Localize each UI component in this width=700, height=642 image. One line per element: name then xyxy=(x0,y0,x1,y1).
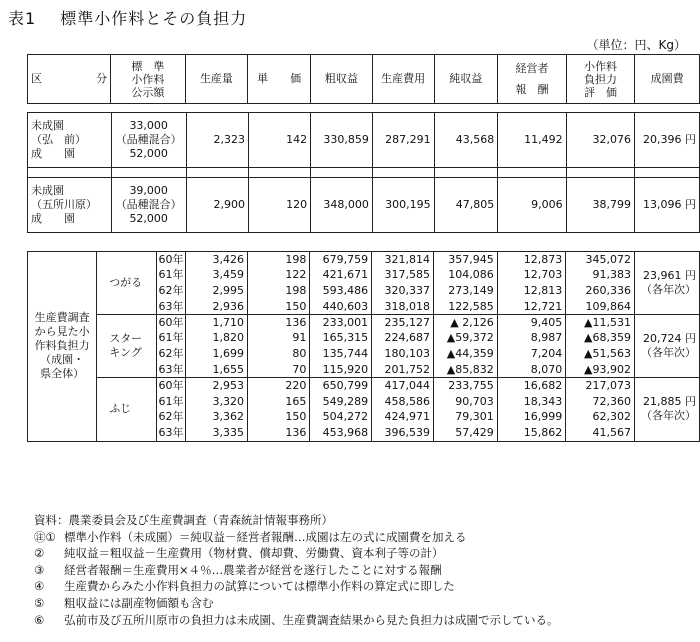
note-mark: ㊟① xyxy=(34,529,56,544)
table-row xyxy=(28,315,700,331)
cost-cell: 235,127 xyxy=(372,315,434,331)
price-cell: 80 xyxy=(248,346,310,362)
net-cell: 90,703 xyxy=(433,394,497,410)
net-cell: ▲59,372 xyxy=(433,330,497,346)
price-cell: 150 xyxy=(248,299,310,315)
gross-cell: 549,289 xyxy=(310,394,372,410)
capacity-cell: ▲68,359 xyxy=(566,330,635,346)
note-mark: ② xyxy=(34,546,45,561)
net-cell: 47,805 xyxy=(434,178,498,233)
year-cell: 61年 xyxy=(156,267,185,283)
note-text: 経営者報酬＝生産費用×４％…農業者が経営を遂行したことに対する報酬 xyxy=(64,562,442,577)
cost-cell: 318,018 xyxy=(372,299,434,315)
mgmt-cell: 8,070 xyxy=(497,362,566,378)
note-text: 純収益＝粗収益－生産費用（物材費、償却費、労働費、資本利子等の計） xyxy=(64,546,444,561)
capacity-cell: 260,336 xyxy=(566,283,635,299)
mgmt-cell: 15,862 xyxy=(497,425,566,441)
year-cell: 63年 xyxy=(156,299,185,315)
table-title xyxy=(8,6,247,29)
orchard-cell: 20,396 円 xyxy=(635,113,700,168)
price-cell: 70 xyxy=(248,362,310,378)
mgmt-cell: 11,492 xyxy=(498,113,566,168)
year-cell: 63年 xyxy=(156,425,185,441)
note-mark: ⑤ xyxy=(34,595,45,610)
gross-cell: 115,920 xyxy=(310,362,372,378)
cost-cell: 396,539 xyxy=(372,425,434,441)
production-cell: 1,820 xyxy=(185,330,248,346)
mgmt-cell: 12,721 xyxy=(497,299,566,315)
year-cell: 61年 xyxy=(156,330,185,346)
table-row xyxy=(28,378,700,394)
net-cell: 233,755 xyxy=(433,378,497,394)
capacity-cell: 41,567 xyxy=(566,425,635,441)
capacity-cell: ▲51,563 xyxy=(566,346,635,362)
price-cell: 165 xyxy=(248,394,310,410)
header-kubun: 区 分 xyxy=(28,55,111,104)
year-cell: 61年 xyxy=(156,394,185,410)
variety-name: つがる xyxy=(97,252,156,315)
production-cell: 3,335 xyxy=(185,425,248,441)
price-cell: 142 xyxy=(249,113,311,168)
capacity-cell: ▲11,531 xyxy=(566,315,635,331)
note-text: 標準小作料（未成園）＝純収益－経営者報酬…成園は左の式に成園費を加える xyxy=(64,529,467,544)
gross-cell: 348,000 xyxy=(311,178,373,233)
net-cell: 357,945 xyxy=(433,252,497,268)
production-cell: 2,995 xyxy=(185,283,248,299)
gross-cell: 330,859 xyxy=(311,113,373,168)
orchard-cell: 13,096 円 xyxy=(635,178,700,233)
price-cell: 198 xyxy=(248,252,310,268)
mgmt-cell: 7,204 xyxy=(497,346,566,362)
year-cell: 62年 xyxy=(156,409,185,425)
net-cell: 43,568 xyxy=(434,113,498,168)
header-capacity: 小作料 負担力 評 価 xyxy=(566,55,635,104)
capacity-cell: ▲93,902 xyxy=(566,362,635,378)
production-cell: 3,320 xyxy=(185,394,248,410)
price-cell: 91 xyxy=(248,330,310,346)
year-cell: 60年 xyxy=(156,252,185,268)
production-cell: 3,362 xyxy=(185,409,248,425)
cost-cell: 320,337 xyxy=(372,283,434,299)
regional-rent-rows xyxy=(27,112,700,233)
gross-cell: 135,744 xyxy=(310,346,372,362)
header-production: 生産量 xyxy=(185,55,248,104)
capacity-cell: 72,360 xyxy=(566,394,635,410)
note-mark: ⑥ xyxy=(34,612,45,627)
header-standard-rent: 標 準 小作料 公示額 xyxy=(111,55,185,104)
production-cell: 1,655 xyxy=(185,362,248,378)
production-cell: 1,699 xyxy=(185,346,248,362)
gross-cell: 650,799 xyxy=(310,378,372,394)
cost-cell: 287,291 xyxy=(372,113,434,168)
survey-label: 生産費調査 から見た小 作料負担力 （成園・ 県全体） xyxy=(28,252,97,442)
price-cell: 198 xyxy=(248,283,310,299)
production-cell: 1,710 xyxy=(185,315,248,331)
price-cell: 120 xyxy=(249,178,311,233)
year-cell: 60年 xyxy=(156,378,185,394)
variety-name: スターキング xyxy=(97,315,156,378)
table-row xyxy=(28,113,700,168)
mgmt-cell: 16,999 xyxy=(497,409,566,425)
kubun-cell: 未成園 （弘 前） 成 園 xyxy=(28,113,112,168)
mgmt-cell: 12,703 xyxy=(497,267,566,283)
gross-cell: 504,272 xyxy=(310,409,372,425)
cost-cell: 321,814 xyxy=(372,252,434,268)
production-cell: 2,936 xyxy=(185,299,248,315)
net-cell: ▲44,359 xyxy=(433,346,497,362)
orchard-cell: 20,724 円 （各年次） xyxy=(634,315,699,378)
year-cell: 63年 xyxy=(156,362,185,378)
table-row xyxy=(28,252,700,268)
note-item xyxy=(34,545,559,562)
net-cell: 104,086 xyxy=(433,267,497,283)
regional-rent-table xyxy=(27,54,700,104)
price-cell: 136 xyxy=(248,315,310,331)
gross-cell: 593,486 xyxy=(310,283,372,299)
net-cell: 57,429 xyxy=(433,425,497,441)
header-net: 純収益 xyxy=(434,55,498,104)
gross-cell: 440,603 xyxy=(310,299,372,315)
cost-cell: 300,195 xyxy=(372,178,434,233)
cost-cell: 317,585 xyxy=(372,267,434,283)
cost-cell: 417,044 xyxy=(372,378,434,394)
note-item xyxy=(34,595,559,612)
mgmt-cell: 18,343 xyxy=(497,394,566,410)
price-cell: 122 xyxy=(248,267,310,283)
capacity-cell: 38,799 xyxy=(566,178,634,233)
year-cell: 62年 xyxy=(156,283,185,299)
capacity-cell: 217,073 xyxy=(566,378,635,394)
rent-cell: 33,000 （品種混合） 52,000 xyxy=(111,113,186,168)
cost-cell: 224,687 xyxy=(372,330,434,346)
note-item xyxy=(34,529,559,546)
price-cell: 150 xyxy=(248,409,310,425)
price-cell: 136 xyxy=(248,425,310,441)
survey-table xyxy=(27,251,700,442)
note-item xyxy=(34,562,559,579)
header-gross: 粗収益 xyxy=(311,55,373,104)
source-note: 資料：農業委員会及び生産費調査（青森統計情報事務所） xyxy=(34,513,333,527)
header-row xyxy=(28,55,700,104)
mgmt-cell: 16,682 xyxy=(497,378,566,394)
capacity-cell: 32,076 xyxy=(566,113,634,168)
price-cell: 220 xyxy=(248,378,310,394)
table-number: 表1 xyxy=(8,9,37,28)
net-cell: 122,585 xyxy=(433,299,497,315)
table-title-text: 標準小作料とその負担力 xyxy=(60,9,248,28)
header-mgmt: 経営者 報 酬 xyxy=(498,55,567,104)
capacity-cell: 62,302 xyxy=(566,409,635,425)
note-text: 粗収益には副産物価額も含む xyxy=(64,595,214,610)
note-mark: ③ xyxy=(34,562,45,577)
unit-note: （単位：円、Kg） xyxy=(586,38,686,52)
net-cell: 273,149 xyxy=(433,283,497,299)
gross-cell: 421,671 xyxy=(310,267,372,283)
mgmt-cell: 9,006 xyxy=(498,178,566,233)
gross-cell: 679,759 xyxy=(310,252,372,268)
production-cell: 3,426 xyxy=(185,252,248,268)
mgmt-cell: 12,813 xyxy=(497,283,566,299)
note-item xyxy=(34,612,559,629)
table-row xyxy=(28,178,700,233)
gross-cell: 453,968 xyxy=(310,425,372,441)
note-text: 生産費からみた小作料負担力の試算については標準小作料の算定式に即した xyxy=(64,579,455,594)
header-cost: 生産費用 xyxy=(372,55,434,104)
variety-name: ふじ xyxy=(97,378,156,441)
cost-cell: 458,586 xyxy=(372,394,434,410)
mgmt-cell: 12,873 xyxy=(497,252,566,268)
mgmt-cell: 9,405 xyxy=(497,315,566,331)
production-cell: 2,323 xyxy=(186,113,248,168)
header-price: 単 価 xyxy=(248,55,311,104)
production-cell: 3,459 xyxy=(185,267,248,283)
capacity-cell: 109,864 xyxy=(566,299,635,315)
orchard-cell: 21,885 円 （各年次） xyxy=(634,378,699,441)
note-item xyxy=(34,578,559,595)
year-cell: 62年 xyxy=(156,346,185,362)
mgmt-cell: 8,987 xyxy=(497,330,566,346)
cost-cell: 424,971 xyxy=(372,409,434,425)
spacer-row xyxy=(28,168,700,178)
production-cell: 2,953 xyxy=(185,378,248,394)
header-orchard: 成園費 xyxy=(635,55,700,104)
note-text: 弘前市及び五所川原市の負担力は未成園、生産費調査結果から見た負担力は成園で示している。 xyxy=(64,612,559,627)
gross-cell: 165,315 xyxy=(310,330,372,346)
orchard-cell: 23,961 円 （各年次） xyxy=(634,252,699,315)
net-cell: ▲ 2,126 xyxy=(433,315,497,331)
notes xyxy=(34,512,559,628)
note-mark: ④ xyxy=(34,579,45,594)
capacity-cell: 91,383 xyxy=(566,267,635,283)
kubun-cell: 未成園 （五所川原） 成 園 xyxy=(28,178,112,233)
rent-cell: 39,000 （品種混合） 52,000 xyxy=(111,178,186,233)
cost-cell: 180,103 xyxy=(372,346,434,362)
production-cell: 2,900 xyxy=(186,178,248,233)
cost-cell: 201,752 xyxy=(372,362,434,378)
year-cell: 60年 xyxy=(156,315,185,331)
net-cell: 79,301 xyxy=(433,409,497,425)
capacity-cell: 345,072 xyxy=(566,252,635,268)
gross-cell: 233,001 xyxy=(310,315,372,331)
net-cell: ▲85,832 xyxy=(433,362,497,378)
